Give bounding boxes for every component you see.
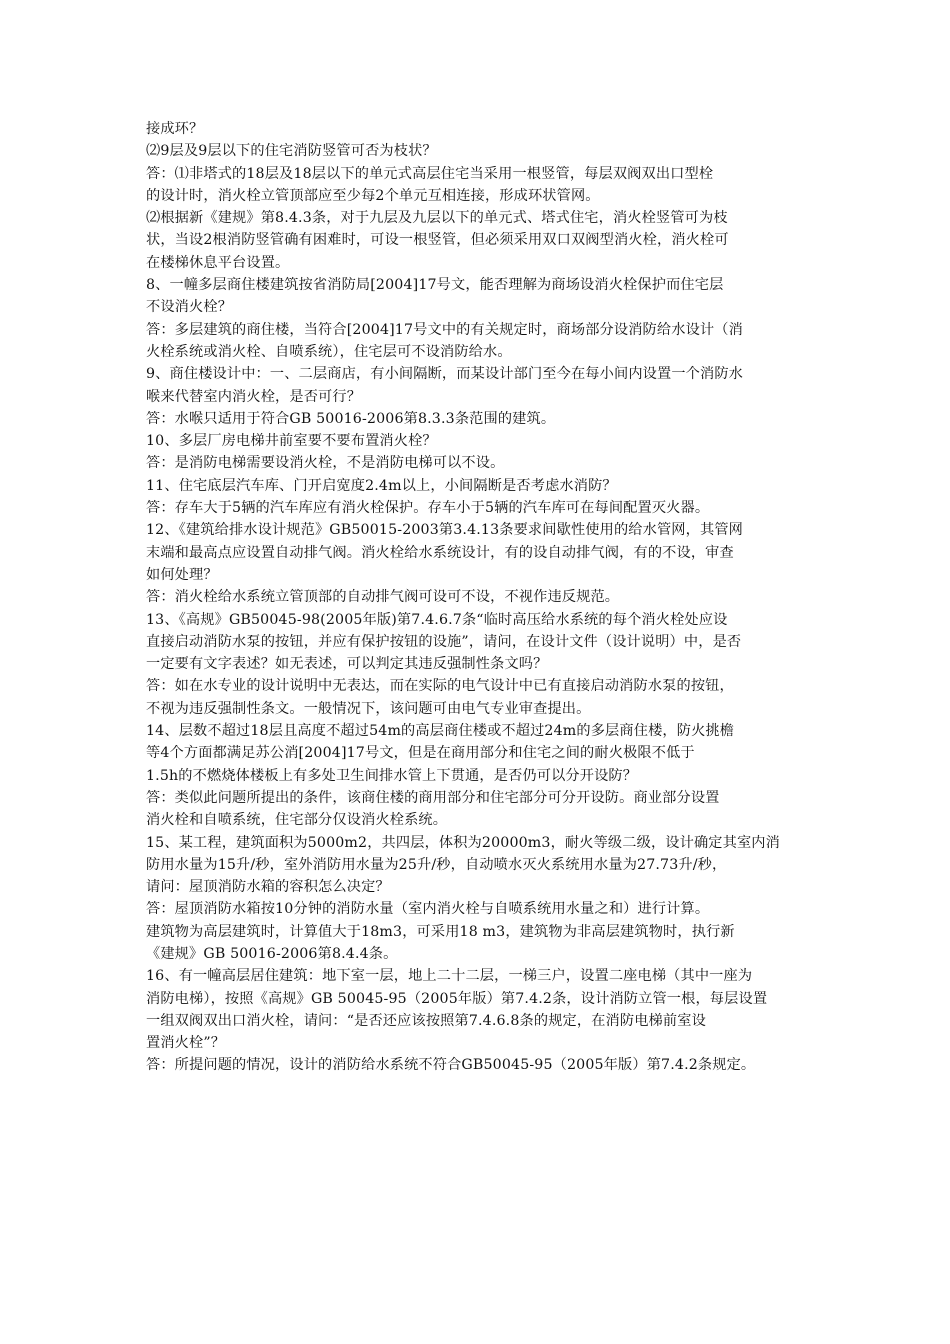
text-line: 火栓系统或消火栓、自喷系统），住宅层可不设消防给水。 bbox=[146, 343, 512, 360]
text-line: 1.5h的不燃烧体楼板上有多处卫生间排水管上下贯通，是否仍可以分开设防？ bbox=[146, 767, 638, 784]
text-line: 8、一幢多层商住楼建筑按省消防局[2004]17号文，能否理解为商场设消火栓保护而住宅层 bbox=[146, 277, 724, 294]
text-line: 11、住宅底层汽车库、门开启宽度2.4m以上，小间隔断是否考虑水消防？ bbox=[146, 477, 617, 494]
text-line: 答：所提问题的情况，设计的消防给水系统不符合GB50045-95（2005年版）第7.4.2条规定。 bbox=[146, 1057, 756, 1074]
text-line: 答：存车大于5辆的汽车库应有消火栓保护。存车小于5辆的汽车库可在每间配置灭火器。 bbox=[146, 500, 710, 517]
text-line: 答：消火栓给水系统立管顶部的自动排气阀可设可不设，不视作违反规范。 bbox=[146, 589, 620, 606]
text-line: 不设消火栓？ bbox=[146, 299, 233, 316]
text-line: 的设计时，消火栓立管顶部应至少每2个单元互相连接，形成环状管网。 bbox=[146, 187, 600, 204]
text-line: 如何处理？ bbox=[146, 566, 218, 583]
text-line: 答：多层建筑的商住楼，当符合[2004]17号文中的有关规定时，商场部分设消防给水设计（消 bbox=[146, 321, 743, 338]
text-line: 置消火栓”？ bbox=[146, 1035, 226, 1052]
text-line: 消火栓和自喷系统，住宅部分仅设消火栓系统。 bbox=[146, 812, 448, 829]
text-line: 末端和最高点应设置自动排气阀。消火栓给水系统设计，有的设自动排气阀，有的不设，审查 bbox=[146, 544, 734, 561]
text-line: 《建规》GB 50016-2006第8.4.4条。 bbox=[146, 945, 398, 962]
text-line: 答：类似此问题所提出的条件，该商住楼的商用部分和住宅部分可分开设防。商业部分设置 bbox=[146, 789, 720, 806]
text-line: 15、某工程，建筑面积为5000m2，共四层，体积为20000m3，耐火等级二级，设计确定其室内消 bbox=[146, 834, 780, 851]
text-line: 喉来代替室内消火栓，是否可行？ bbox=[146, 388, 362, 405]
text-line: 16、有一幢高层居住建筑：地下室一层，地上二十二层，一梯三户，设置二座电梯（其中一座为 bbox=[146, 968, 753, 985]
text-line: 在楼梯休息平台设置。 bbox=[146, 254, 290, 271]
text-line: 接成环？ bbox=[146, 121, 204, 137]
text-line: 消防电梯），按照《高规》GB 50045-95（2005年版）第7.4.2条，设计消防立管一根，每层设置 bbox=[146, 990, 768, 1007]
text-line: ⑵根据新《建规》第8.4.3条，对于九层及九层以下的单元式、塔式住宅，消火栓竖管可为枝 bbox=[146, 210, 728, 227]
text-line: 建筑物为高层建筑时，计算值大于18m3，可采用18 m3，建筑物为非高层建筑物时，执行新 bbox=[146, 923, 735, 940]
text-line: 答：是消防电梯需要设消火栓，不是消防电梯可以不设。 bbox=[146, 455, 505, 472]
text-line: 一组双阀双出口消火栓，请问：“是否还应该按照第7.4.6.8条的规定，在消防电梯前室设 bbox=[146, 1012, 706, 1029]
text-line: 答：⑴非塔式的18层及18层以下的单元式高层住宅当采用一根竖管，每层双阀双出口型栓 bbox=[146, 165, 714, 182]
text-line: 一定要有文字表述？如无表述，可以判定其违反强制性条文吗？ bbox=[146, 656, 548, 673]
text-line: 13、《高规》GB50045-98(2005年版)第7.4.6.7条“临时高压给水系统的每个消火栓处应设 bbox=[146, 611, 728, 628]
text-line: 9、商住楼设计中：一、二层商店，有小间隔断，而某设计部门至今在每小间内设置一个消防水 bbox=[146, 366, 744, 383]
text-line: 10、多层厂房电梯井前室要不要布置消火栓？ bbox=[146, 433, 437, 450]
text-line: 答：屋顶消防水箱按10分钟的消防水量（室内消火栓与自喷系统用水量之和）进行计算。 bbox=[146, 901, 710, 918]
text-line: 直接启动消防水泵的按钮，并应有保护按钮的设施”，请问，在设计文件（设计说明）中，是否 bbox=[146, 633, 742, 650]
text-line: 状，当设2根消防竖管确有困难时，可设一根竖管，但必须采用双口双阀型消火栓，消火栓可 bbox=[146, 232, 729, 249]
text-line: 不视为违反强制性条文。一般情况下，该问题可由电气专业审查提出。 bbox=[146, 700, 591, 717]
text-line: 答：水喉只适用于符合GB 50016-2006第8.3.3条范围的建筑。 bbox=[146, 410, 556, 427]
text-line: ⑵9层及9层以下的住宅消防竖管可否为枝状？ bbox=[146, 143, 437, 160]
text-line: 14、层数不超过18层且高度不超过54m的高层商住楼或不超过24m的多层商住楼，防火挑檐 bbox=[146, 723, 735, 740]
text-line: 请问：屋顶消防水箱的容积怎么决定？ bbox=[146, 879, 390, 896]
text-line: 12、《建筑给排水设计规范》GB50015-2003第3.4.13条要求间歇性使用的给水管网，其管网 bbox=[146, 522, 743, 539]
text-line: 答：如在水专业的设计说明中无表达，而在实际的电气设计中已有直接启动消防水泵的按钮， bbox=[146, 678, 734, 695]
document-body bbox=[146, 118, 816, 1077]
text-line: 等4个方面都满足苏公消[2004]17号文，但是在商用部分和住宅之间的耐火极限不低于 bbox=[146, 745, 695, 762]
text-line: 防用水量为15升/秒，室外消防用水量为25升/秒，自动喷水灭火系统用水量为27.73升/秒， bbox=[146, 856, 727, 873]
